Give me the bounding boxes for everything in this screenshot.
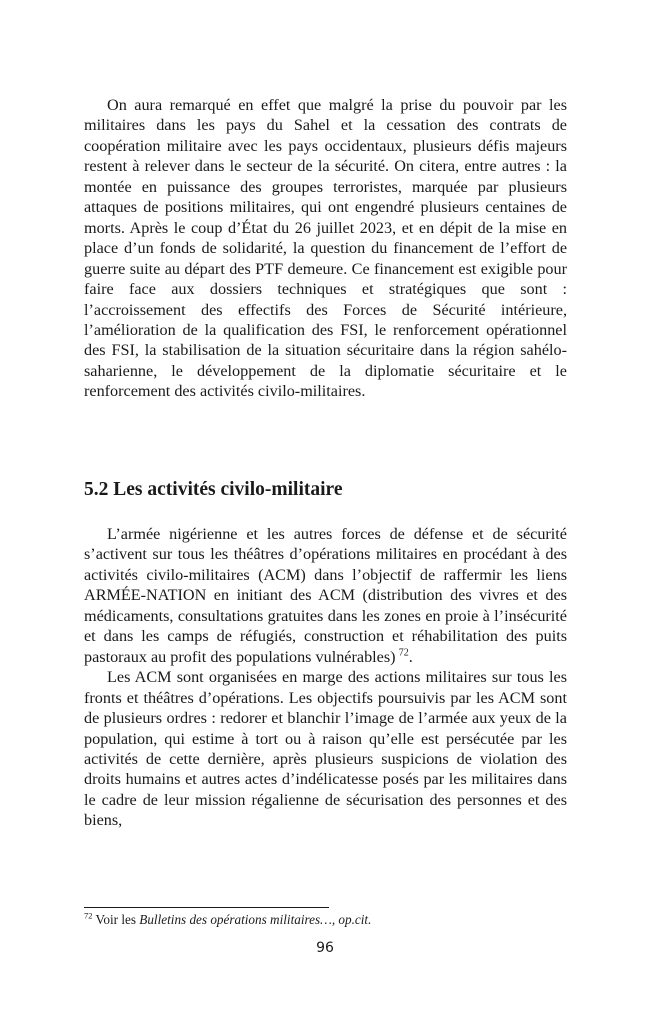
paragraph: On aura remarqué en effet que malgré la prise du pouvoir par les militaires dans les pays du Sahel et la cessation des contrats de coopération militaire avec les pays occidentaux, plusieurs défis majeurs restent à relever dans le secteur de la sécurité. On citera, entre autres : la montée en puissance des groupes terroristes, marquée par plusieurs attaques de positions militaires, qui ont engendré plusieurs centaines de morts. Après le coup d’État du 26 juillet 2023, et en dépit de la mise en place d’un fonds de solidarité, la question du financement de l’effort de guerre suite au départ des PTF demeure. Ce financement est exigible pour faire face aux dossiers techniques et stratégiques que sont : l’accroissement des effectifs des Forces de Sécurité intérieure, l’amélioration de la qualification des FSI, le renforcement opérationnel des FSI, la stabilisation de la situation sécuritaire dans la région sahélo-saharienne, le développement de la diplomatie sécuritaire et le renforcement des activités civilo-militaires. <box>84 96 567 401</box>
paragraph: Les ACM sont organisées en marge des actions militaires sur tous les fronts et théâtres d’opérations. Les objectifs poursuivis par les ACM sont de plusieurs ordres : redorer et blanchir l’image de l’armée aux yeux de la population, qui estime à tort ou à raison qu’elle est persécutée par les activités de cette dernière, après plusieurs suspicions de violation des droits humains et autres actes d’indélicatesse posés par les militaires dans le cadre de leur mission régalienne de sécurisation des personnes et des biens, <box>84 668 567 830</box>
paragraph <box>84 524 567 667</box>
footnote-reference[interactable]: 72 <box>398 647 409 659</box>
footnote-title: Bulletins des opérations militaires…, op.cit. <box>139 912 372 927</box>
footnote-separator <box>84 907 329 908</box>
page-number: 96 <box>316 940 334 956</box>
body-text-top <box>84 95 567 402</box>
footnote <box>84 912 567 928</box>
paragraph-text: L’armée nigérienne et les autres forces de défense et de sécurité s’activent sur tous les théâtres d’opérations militaires en procédant à des activités civilo-militaires (ACM) dans l’objectif de raffermir les liens ARMÉE-NATION en initiant des ACM (distribution des vivres et des médicaments, consultations gratuites dans les zones en proie à l’insécurité et dans les camps de réfugiés, construction et réhabilitation des puits pastoraux au profit des populations vulnérables) <box>84 525 567 666</box>
footnote-number: 72 <box>84 910 93 921</box>
footnote-prefix: Voir les <box>92 912 140 927</box>
body-text-bottom <box>84 524 567 831</box>
paragraph-end: . <box>408 647 413 666</box>
section-heading: 5.2 Les activités civilo-militaire <box>84 479 343 500</box>
